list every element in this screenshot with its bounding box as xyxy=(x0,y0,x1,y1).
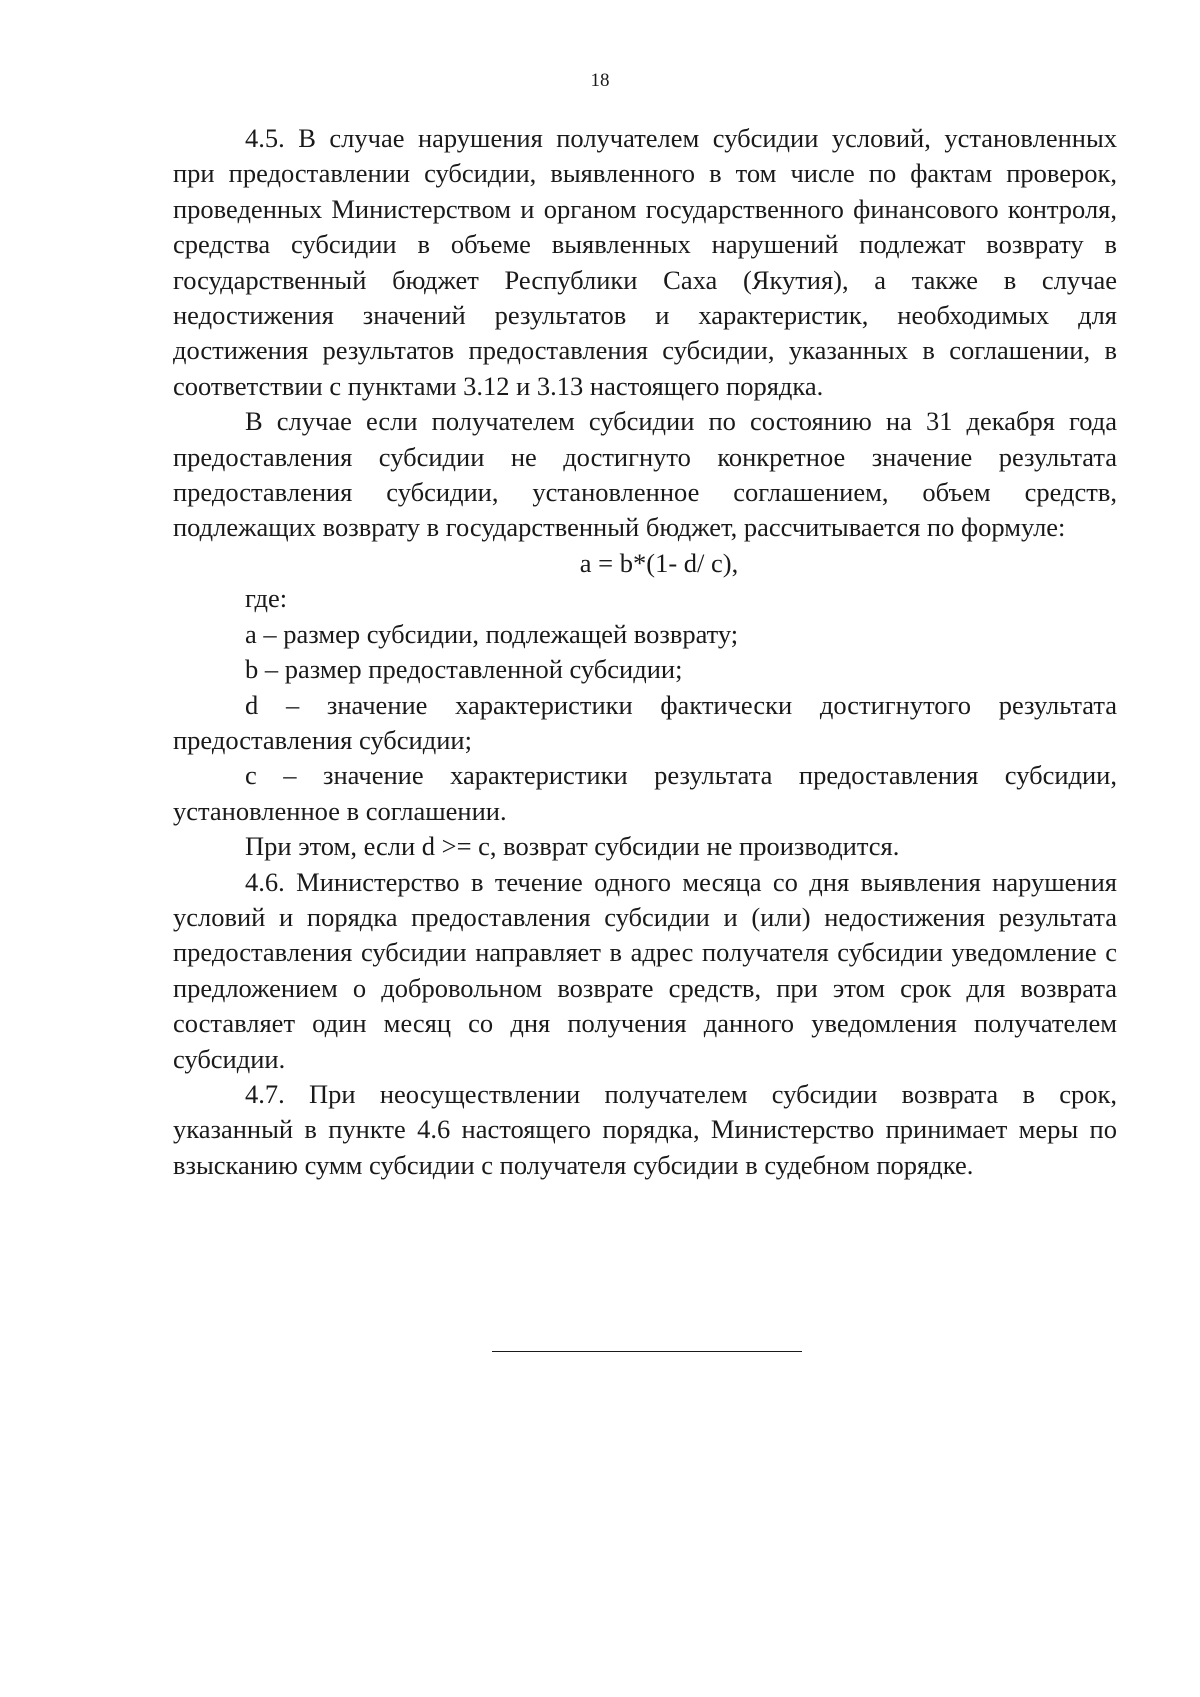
paragraph-4-5: 4.5. В случае нарушения получателем субсидии условий, установленных при предоставлении субсидии, выявленного в том числе по фактам проверок, проведенных Министерством и органом государственного финансового контроля, средства субсидии в объеме выявленных нарушений подлежат возврату в государственный бюджет Республики Саха (Якутия), а также в случае недостижения значений результатов и характеристик, необходимых для достижения результатов предоставления субсидии, указанных в соглашении, в соответствии с пунктами 3.12 и 3.13 настоящего порядка. xyxy=(173,123,1117,401)
end-of-document-rule xyxy=(492,1351,802,1352)
definition-d: d – значение характеристики фактически достигнутого результата предоставления субсидии; xyxy=(173,689,1117,755)
page-number: 18 xyxy=(590,70,610,91)
definition-a: а – размер субсидии, подлежащей возврату; xyxy=(245,618,739,649)
definition-c: c – значение характеристики результата предоставления субсидии, установленное в соглашении. xyxy=(173,760,1117,826)
no-refund-note: При этом, если d >= c, возврат субсидии не производится. xyxy=(245,831,900,862)
definition-b: b – размер предоставленной субсидии; xyxy=(245,654,683,685)
paragraph-4-6: 4.6. Министерство в течение одного месяца со дня выявления нарушения условий и порядка предоставления субсидии и (или) недостижения результата предоставления субсидии направляет в адрес получателя субсидии уведомление с предложением о добровольном возврате средств, при этом срок для возврата составляет один месяц со дня получения данного уведомления получателем субсидии. xyxy=(173,866,1117,1074)
paragraph-4-7: 4.7. При неосуществлении получателем субсидии возврата в срок, указанный в пункте 4.6 настоящего порядка, Министерство принимает меры по взысканию сумм субсидии с получателя субсидии в судебном порядке. xyxy=(173,1078,1117,1180)
formula-where-label: где: xyxy=(245,583,288,614)
refund-formula: a = b*(1- d/ c), xyxy=(579,547,739,578)
paragraph-refund-case: В случае если получателем субсидии по состоянию на 31 декабря года предоставления субсидии не достигнуто конкретное значение результата предоставления субсидии, установленное соглашением, объем средств, подлежащих возврату в государственный бюджет, рассчитывается по формуле: xyxy=(173,406,1117,543)
document-body xyxy=(173,121,1117,1183)
